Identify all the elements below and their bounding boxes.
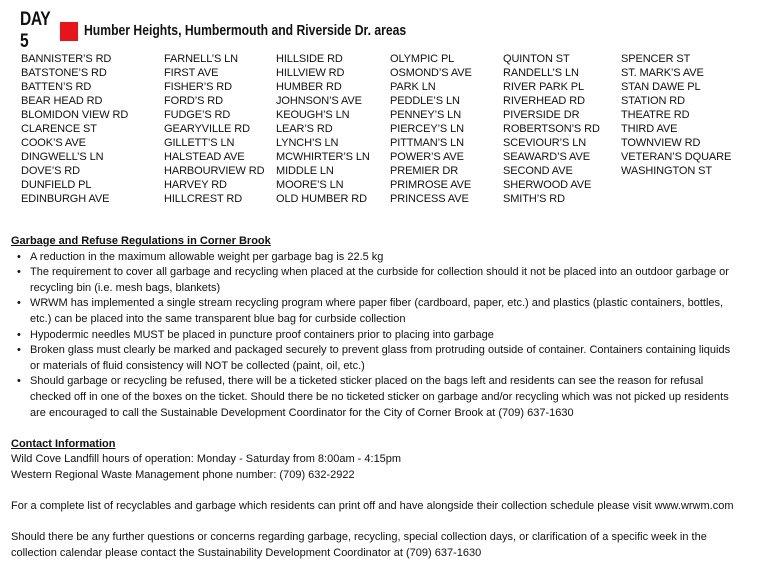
street-name: HUMBER RD (276, 81, 342, 93)
street-name: THIRD AVE (621, 123, 678, 135)
street-name: FUDGE’S RD (164, 109, 231, 121)
regulation-item (11, 328, 763, 344)
day-color-marker (60, 22, 78, 41)
street-name: TOWNVIEW RD (621, 137, 701, 149)
wrwm-phone: Western Regional Waste Management phone number: (709) 632-2922 (11, 468, 355, 481)
bullet-icon: • (17, 266, 21, 279)
street-name: BATSTONE’S RD (21, 67, 107, 79)
street-name: HILLCREST RD (164, 193, 243, 205)
street-name: DUNFIELD PL (21, 179, 92, 191)
day-label: DAY 5 (20, 9, 50, 52)
landfill-hours: Wild Cove Landfill hours of operation: Monday - Saturday from 8:00am - 4:15pm (11, 453, 402, 466)
bullet-icon: • (17, 344, 21, 357)
street-name: FISHER’S RD (164, 81, 232, 93)
day-header (20, 9, 468, 52)
area-title: Humber Heights, Humbermouth and Riverside Dr. areas (84, 23, 407, 39)
street-name: DINGWELL’S LN (21, 151, 104, 163)
bullet-icon: • (17, 297, 21, 310)
street-name: RANDELL’S LN (503, 67, 579, 79)
street-name: BLOMIDON VIEW RD (21, 109, 129, 121)
street-column-5 (503, 52, 600, 206)
street-name: OSMOND’S AVE (390, 67, 472, 79)
regulations-section (11, 234, 763, 561)
street-name: FORD’S RD (164, 95, 223, 107)
regulation-text-line: checked off in one of the boxes on the ticket. Should there be no ticketed sticker on garbage and/or recycling which was not picked up residents (30, 390, 729, 403)
street-name: EDINBURGH AVE (21, 193, 110, 205)
street-name: HILLSIDE RD (276, 53, 343, 65)
street-name: BEAR HEAD RD (21, 95, 103, 107)
street-name: STATION RD (621, 95, 685, 107)
street-name: SHERWOOD AVE (503, 179, 592, 191)
street-name: POWER’S AVE (390, 151, 464, 163)
street-name: RIVERHEAD RD (503, 95, 585, 107)
regulation-item (11, 296, 763, 327)
regulation-text-line: Should garbage or recycling be refused, there will be a ticketed sticker placed on the bags left and residents can see the reason for refusal (30, 375, 704, 388)
regulation-item (11, 250, 763, 266)
questions-note-line: Should there be any further questions or concerns regarding garbage, recycling, special collection days, or clarification of a specific week in the (11, 531, 707, 544)
bullet-icon: • (17, 250, 21, 263)
street-name: JOHNSON’S AVE (276, 95, 362, 107)
street-name: QUINTON ST (503, 53, 570, 65)
street-name: PRIMROSE AVE (390, 179, 472, 191)
street-name: KEOUGH’S LN (276, 109, 350, 121)
street-name: ST. MARK’S AVE (621, 67, 704, 79)
street-name: SECOND AVE (503, 165, 573, 177)
street-column-4 (390, 52, 472, 206)
street-name: HALSTEAD AVE (164, 151, 245, 163)
street-name: PEDDLE’S LN (390, 95, 460, 107)
street-name: THEATRE RD (621, 109, 690, 121)
street-name: COOK’S AVE (21, 137, 86, 149)
street-name: WASHINGTON ST (621, 165, 712, 177)
regulation-item (11, 374, 763, 421)
bullet-icon: • (17, 328, 21, 341)
regulation-item (11, 265, 763, 296)
street-name: PIERCEY’S LN (390, 123, 464, 135)
regulation-text-line: Hypodermic needles MUST be placed in puncture proof containers prior to placing into garbage (30, 328, 494, 341)
street-name: HARBOURVIEW RD (164, 165, 265, 177)
street-name: CLARENCE ST (21, 123, 97, 135)
street-name: SCEVIOUR’S LN (503, 137, 587, 149)
street-name: OLD HUMBER RD (276, 193, 367, 205)
regulation-text-line: WRWM has implemented a single stream recycling program where paper fiber (cardboard, paper, etc.) and plastics (plastic containers, bottles, (30, 297, 724, 310)
street-name: LYNCH’S LN (276, 137, 339, 149)
street-column-1 (21, 52, 128, 206)
recyclables-note: For a complete list of recyclables and garbage which residents can print off and have alongside their collection schedule please visit www.wrwm.com (11, 500, 734, 513)
street-column-6 (621, 52, 731, 178)
street-name: PIVERSIDE DR (503, 109, 580, 121)
street-name: SMITH’S RD (503, 193, 565, 205)
street-name: LEAR’S RD (276, 123, 333, 135)
bullet-icon: • (17, 375, 21, 388)
regulation-text-line: are encouraged to call the Sustainable Development Coordinator for the City of Corner Brook at (709) 637-1630 (30, 406, 574, 419)
regulations-list (11, 250, 763, 422)
street-name: PRINCESS AVE (390, 193, 469, 205)
street-name: HILLVIEW RD (276, 67, 345, 79)
street-name: BATTEN’S RD (21, 81, 92, 93)
regulation-text-line: etc.) can be placed into the same transparent blue bag for curbside collection (30, 312, 406, 325)
street-column-2 (164, 52, 264, 206)
regulation-text-line: A reduction in the maximum allowable weight per garbage bag is 22.5 kg (30, 250, 384, 263)
street-name: VETERAN’S DQUARE (621, 151, 732, 163)
street-name: MIDDLE LN (276, 165, 334, 177)
street-name: ROBERTSON’S RD (503, 123, 600, 135)
street-name: SEAWARD’S AVE (503, 151, 590, 163)
street-name: GEARYVILLE RD (164, 123, 250, 135)
street-name: STAN DAWE PL (621, 81, 701, 93)
regulations-heading: Garbage and Refuse Regulations in Corner Brook (11, 235, 271, 247)
street-name: FIRST AVE (164, 67, 219, 79)
street-name: PITTMAN’S LN (390, 137, 464, 149)
street-name: SPENCER ST (621, 53, 691, 65)
street-name: MCWHIRTER’S LN (276, 151, 370, 163)
street-name: DOVE’S RD (21, 165, 80, 177)
regulation-text-line: recycling bin (i.e. mesh bags, blankets) (30, 281, 221, 294)
regulation-text-line: or materials of fluid consistency will NOT be collected (paint, oil, etc.) (30, 359, 365, 372)
street-name: MOORE’S LN (276, 179, 344, 191)
regulation-item (11, 343, 763, 374)
regulation-text-line: The requirement to cover all garbage and recycling when placed at the curbside for collection should it not be placed into an outdoor garbage or (30, 266, 729, 279)
street-name: PARK LN (390, 81, 436, 93)
street-name: OLYMPIC PL (390, 53, 455, 65)
questions-note-line: collection calendar please contact the Sustainability Development Coordinator at (709) 637-1630 (11, 546, 482, 559)
street-name: BANNISTER’S RD (21, 53, 112, 65)
street-name: HARVEY RD (164, 179, 227, 191)
street-name: PREMIER DR (390, 165, 459, 177)
street-name: GILLETT’S LN (164, 137, 235, 149)
regulation-text-line: Broken glass must clearly be marked and packaged securely to prevent glass from protruding outside of container. Containers containing liquids (30, 344, 731, 357)
street-column-3 (276, 52, 370, 206)
street-name: RIVER PARK PL (503, 81, 585, 93)
street-name: FARNELL’S LN (164, 53, 239, 65)
street-name: PENNEY’S LN (390, 109, 462, 121)
contact-heading: Contact Information (11, 437, 116, 450)
